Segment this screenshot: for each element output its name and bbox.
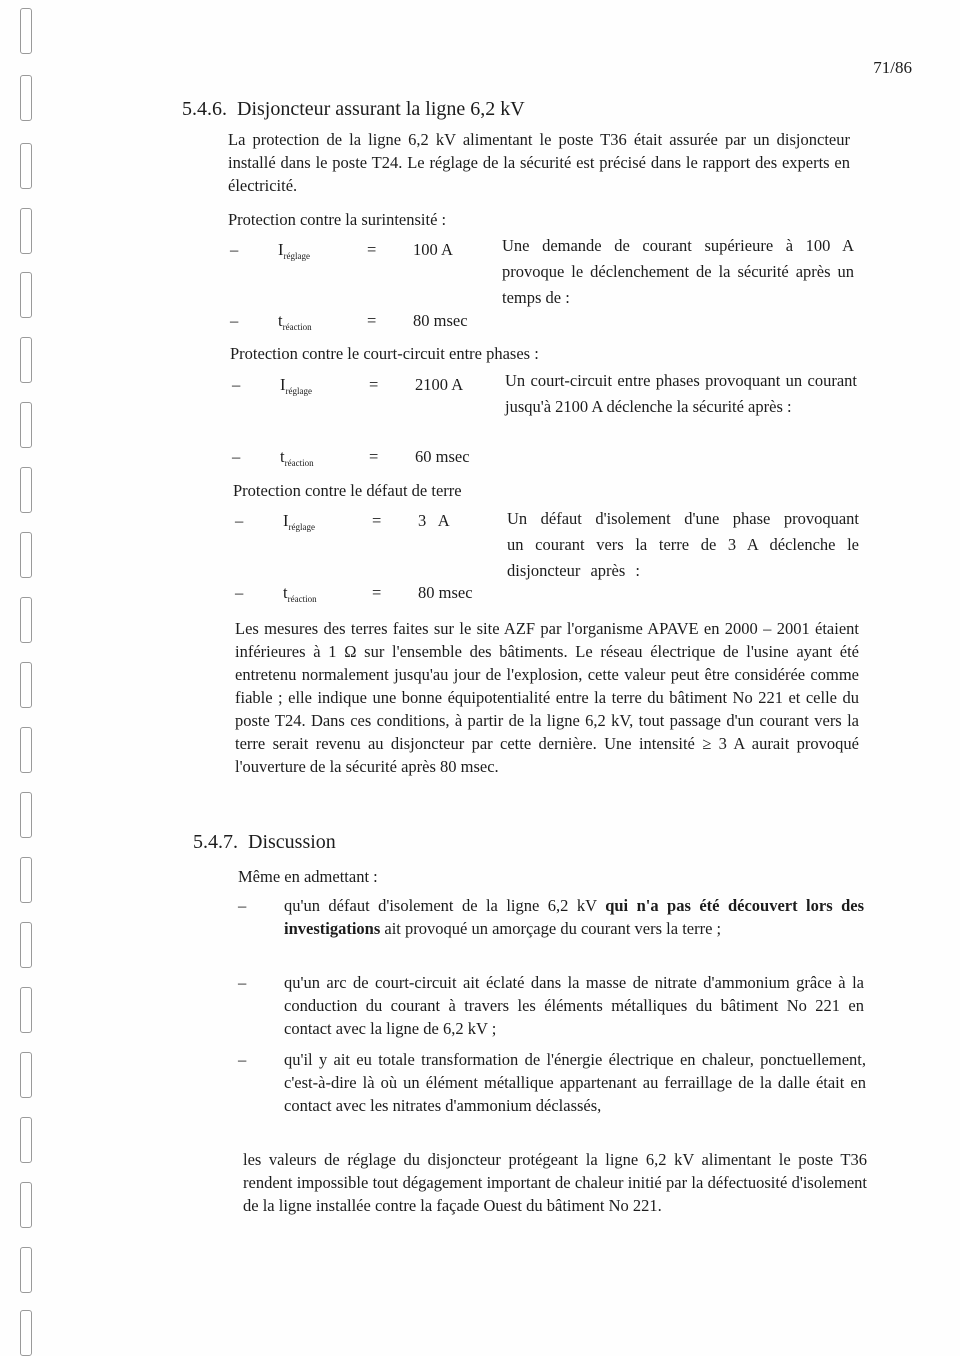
value: 80 msec (413, 311, 468, 330)
equals: = (369, 447, 379, 466)
bullet-item (238, 894, 864, 964)
dash: – (238, 973, 247, 992)
binder-hole (20, 922, 32, 968)
binder-hole (20, 532, 32, 578)
group-label-overcurrent: Protection contre la surintensité : (228, 210, 447, 229)
dash: – (230, 240, 239, 259)
intro-paragraph: La protection de la ligne 6,2 kV alimentant le poste T36 était assurée par un disjoncteur installé dans le poste T24. Le réglage de la sécurité est précisé dans le rapport des experts en électricité. (228, 130, 850, 195)
binder-hole (20, 1182, 32, 1228)
binder-hole (20, 8, 32, 54)
bold-emphasis: qui n'a pas été découvert lors des investigations (284, 896, 864, 938)
binder-hole (20, 208, 32, 254)
conclusion-paragraph-546: Les mesures des terres faites sur le site AZF par l'organisme APAVE en 2000 – 2001 étaient inférieures à 1 Ω sur l'ensemble des bâtiments. Le réseau électrique de l'usine ayant été entretenu normalement jusqu'au jour de l'explosion, cette valeur peut être considérée comme fiable ; elle indique une bonne équipotentialité entre la terre du bâtiment No 221 et celle du poste T24. Dans ces conditions, à partir de la ligne 6,2 kV, tout passage d'un courant vers la terre serait revenu au disjoncteur par cette dernière. Une intensité ≥ 3 A aurait provoqué l'ouverture de la sécurité après 80 msec. (235, 619, 859, 776)
section-title: Disjoncteur assurant la ligne 6,2 kV (237, 98, 525, 120)
symbol: $I_{réglage}$ (283, 511, 315, 532)
equals: = (367, 240, 377, 259)
bullet-item (238, 1048, 866, 1140)
binder-hole (20, 402, 32, 448)
group-label-short-circuit: Protection contre le court-circuit entre phases : (230, 344, 539, 363)
equals: = (369, 375, 379, 394)
value: 2100 A (415, 375, 464, 394)
binder-hole (20, 1310, 32, 1356)
param-row-reaction-time (230, 311, 490, 335)
binder-hole (20, 727, 32, 773)
value: 80 msec (418, 583, 473, 602)
conclusion-paragraph-547: les valeurs de réglage du disjoncteur protégeant la ligne 6,2 kV alimentant le poste T36 rendent impossible tout dégagement important de chaleur initié par la défectuosité d'isolement de la ligne installée contre la façade Ouest du bâtiment No 221. (243, 1150, 867, 1215)
symbol: $t_{réaction}$ (280, 447, 314, 468)
binder-hole (20, 1117, 32, 1163)
dash: – (235, 511, 244, 530)
equals: = (367, 311, 377, 330)
binder-hole (20, 272, 32, 318)
bullet-text: qu'un arc de court-circuit ait éclaté dans la masse de nitrate d'ammonium grâce à la conduction du courant à travers les éléments métalliques du bâtiment No 221 en contact avec la ligne de 6,2 kV ; (284, 973, 864, 1038)
param-row-current-setting (235, 511, 495, 535)
bullet-text: qu'un défaut d'isolement de la ligne 6,2 kV qui n'a pas été découvert lors des investigations ait provoqué un amorçage du courant vers la terre ; (284, 896, 864, 938)
section-heading-547 (193, 831, 336, 854)
symbol: $I_{réglage}$ (280, 375, 312, 396)
dash: – (232, 375, 241, 394)
binder-hole (20, 662, 32, 708)
binder-hole (20, 1052, 32, 1098)
equals: = (372, 511, 382, 530)
dash: – (230, 311, 239, 330)
page-number: 71/86 (873, 58, 912, 77)
binder-marks (20, 0, 40, 1355)
dash: – (235, 583, 244, 602)
section-number: 5.4.7. (193, 831, 238, 853)
section-number: 5.4.6. (182, 98, 227, 120)
symbol: $I_{réglage}$ (278, 240, 310, 261)
bullet-text: qu'il y ait eu totale transformation de l'énergie électrique en chaleur, ponctuellement, c'est-à-dire là où un élément métallique appartenant au ferraillage de la dalle était en contact avec les nitrates d'ammonium déclassés, (284, 1050, 866, 1115)
value: 100 A (413, 240, 453, 259)
symbol: $t_{réaction}$ (278, 311, 312, 332)
section-heading-546 (182, 98, 525, 121)
group-label-earth-fault: Protection contre le défaut de terre (233, 481, 462, 500)
binder-hole (20, 467, 32, 513)
bullet-item (238, 971, 864, 1041)
binder-hole (20, 75, 32, 121)
binder-hole (20, 597, 32, 643)
equals: = (372, 583, 382, 602)
param-row-reaction-time (235, 583, 495, 607)
param-row-reaction-time (232, 447, 492, 471)
binder-hole (20, 857, 32, 903)
binder-hole (20, 792, 32, 838)
group-description: Un court-circuit entre phases provoquant un courant jusqu'à 2100 A déclenche la sécurité après : (505, 371, 857, 416)
section-title: Discussion (248, 831, 336, 853)
binder-hole (20, 143, 32, 189)
value: 3 A (418, 511, 450, 530)
param-row-current-setting (232, 375, 492, 399)
binder-hole (20, 337, 32, 383)
dash: – (232, 447, 241, 466)
dash: – (238, 1050, 247, 1069)
value: 60 msec (415, 447, 470, 466)
discussion-lead: Même en admettant : (238, 867, 378, 886)
dash: – (238, 896, 247, 915)
group-description: Un défaut d'isolement d'une phase provoquant un courant vers la terre de 3 A déclenche le disjoncteur après : (507, 509, 859, 580)
symbol: $t_{réaction}$ (283, 583, 317, 604)
group-description: Une demande de courant supérieure à 100 A provoque le déclenchement de la sécurité après un temps de : (502, 236, 854, 307)
binder-hole (20, 987, 32, 1033)
binder-hole (20, 1247, 32, 1293)
param-row-current-setting (230, 240, 490, 264)
